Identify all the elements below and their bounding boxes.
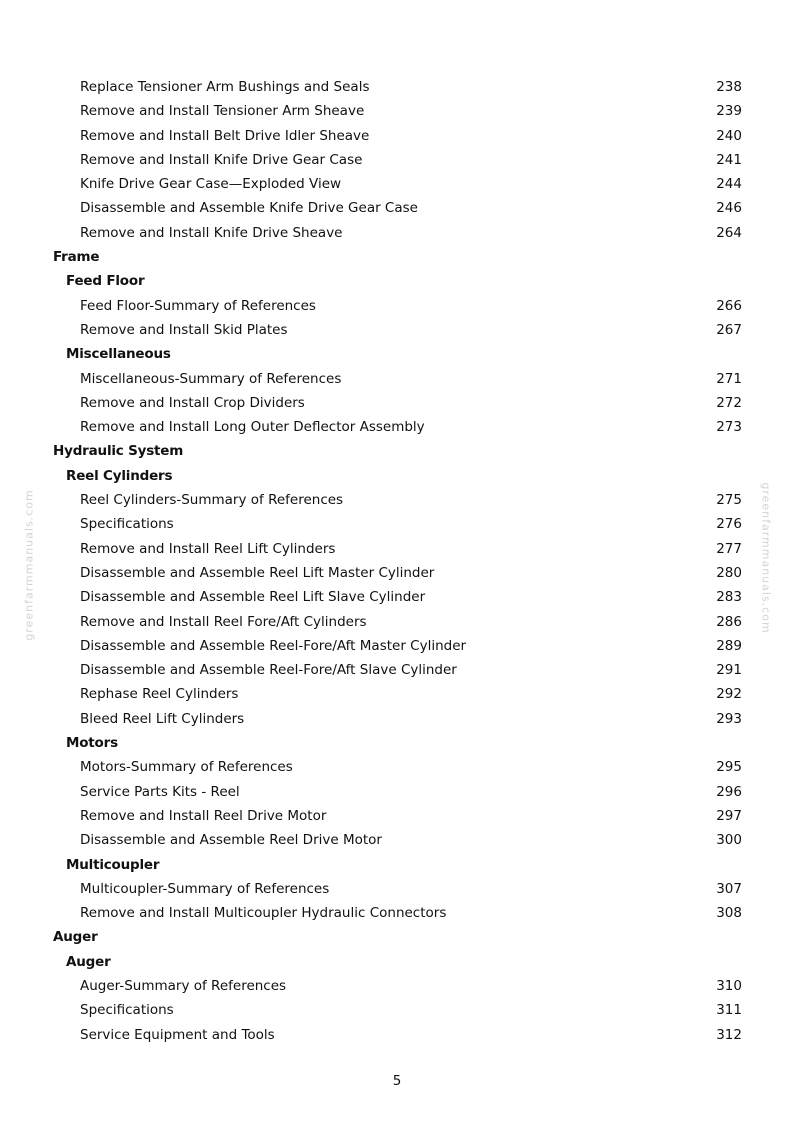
toc-entry[interactable] [0,367,794,391]
toc-subsection-heading [0,853,794,877]
toc-entry-page-number: 280 [716,564,742,581]
toc-entry-page-number: 289 [716,637,742,654]
toc-entry-title: Miscellaneous-Summary of References [80,370,342,387]
toc-entry-title: Frame [53,249,100,266]
toc-entry-title: Motors-Summary of References [80,759,293,776]
toc-entry-page-number: 291 [716,662,742,679]
toc-entry-page-number: 277 [716,540,742,557]
toc-entry-title: Hydraulic System [53,443,184,460]
toc-entry[interactable] [0,172,794,196]
toc-entry-page-number: 286 [716,613,742,630]
toc-entry-page-number: 300 [716,832,742,849]
toc-entry-title: Feed Floor [66,273,145,290]
toc-entry[interactable] [0,488,794,512]
toc-entry-title: Remove and Install Knife Drive Gear Case [80,151,363,168]
toc-entry-title: Remove and Install Knife Drive Sheave [80,224,343,241]
toc-subsection-heading [0,464,794,488]
toc-entry[interactable] [0,415,794,439]
toc-entry[interactable] [0,634,794,658]
toc-entry-title: Miscellaneous [66,346,171,363]
toc-entry-page-number: 266 [716,297,742,314]
toc-subsection-heading [0,342,794,366]
toc-entry-title: Service Equipment and Tools [80,1026,275,1043]
toc-entry-page-number: 264 [716,224,742,241]
toc-entry-title: Remove and Install Reel Fore/Aft Cylinders [80,613,367,630]
toc-entry-page-number: 308 [716,905,742,922]
toc-entry-title: Feed Floor-Summary of References [80,297,316,314]
toc-entry-title: Remove and Install Skid Plates [80,321,288,338]
toc-entry-page-number: 297 [716,807,742,824]
toc-entry-title: Remove and Install Multicoupler Hydraulic Connectors [80,905,447,922]
toc-entry-title: Remove and Install Long Outer Deflector Assembly [80,419,425,436]
toc-entry-title: Multicoupler-Summary of References [80,880,330,897]
toc-entry-page-number: 310 [716,977,742,994]
toc-entry-title: Bleed Reel Lift Cylinders [80,710,245,727]
toc-entry-title: Remove and Install Reel Drive Motor [80,807,327,824]
toc-entry[interactable] [0,610,794,634]
toc-entry-title: Disassemble and Assemble Reel Lift Master Cylinder [80,564,435,581]
toc-entry-title: Disassemble and Assemble Reel-Fore/Aft Slave Cylinder [80,662,457,679]
toc-entry[interactable] [0,828,794,852]
toc-section-heading [0,925,794,949]
toc-entry-page-number: 239 [716,103,742,120]
toc-entry-page-number: 292 [716,686,742,703]
toc-entry-page-number: 296 [716,783,742,800]
toc-entry-title: Disassemble and Assemble Reel-Fore/Aft Master Cylinder [80,637,467,654]
toc-entry-title: Remove and Install Crop Dividers [80,394,305,411]
toc-entry[interactable] [0,148,794,172]
toc-entry-title: Multicoupler [66,856,160,873]
toc-entry-page-number: 271 [716,370,742,387]
toc-entry-title: Disassemble and Assemble Reel Drive Motor [80,832,382,849]
toc-entry[interactable] [0,804,794,828]
toc-entry[interactable] [0,901,794,925]
toc-entry-title: Service Parts Kits - Reel [80,783,240,800]
toc-entry[interactable] [0,512,794,536]
toc-entry-title: Rephase Reel Cylinders [80,686,239,703]
toc-entry[interactable] [0,707,794,731]
toc-entry[interactable] [0,196,794,220]
toc-section-heading [0,245,794,269]
toc-entry-page-number: 272 [716,394,742,411]
toc-subsection-heading [0,731,794,755]
toc-entry[interactable] [0,780,794,804]
toc-entry[interactable] [0,585,794,609]
toc-entry-title: Specifications [80,516,174,533]
table-of-contents [0,75,794,1047]
toc-entry-title: Auger-Summary of References [80,977,287,994]
toc-entry-page-number: 312 [716,1026,742,1043]
toc-entry-page-number: 240 [716,127,742,144]
toc-entry-page-number: 273 [716,419,742,436]
toc-entry[interactable] [0,318,794,342]
toc-entry-page-number: 244 [716,176,742,193]
watermark-right: greenfarmmanuals.com [759,482,773,634]
toc-entry-title: Auger [66,953,111,970]
toc-entry[interactable] [0,658,794,682]
toc-entry-page-number: 276 [716,516,742,533]
toc-entry-title: Replace Tensioner Arm Bushings and Seals [80,79,370,95]
toc-entry[interactable] [0,1023,794,1047]
toc-entry[interactable] [0,682,794,706]
toc-entry-page-number: 293 [716,710,742,727]
toc-entry[interactable] [0,755,794,779]
toc-entry-title: Remove and Install Belt Drive Idler Sheave [80,127,370,144]
toc-entry-page-number: 283 [716,589,742,606]
toc-entry-page-number: 275 [716,492,742,509]
toc-entry-page-number: 311 [716,1002,742,1019]
toc-entry-title: Disassemble and Assemble Knife Drive Gear Case [80,200,418,217]
toc-entry[interactable] [0,877,794,901]
toc-entry-title: Auger [53,929,98,946]
toc-entry-page-number: 267 [716,321,742,338]
watermark-left: greenfarmmanuals.com [22,489,36,641]
page-number: 5 [392,1073,402,1089]
toc-entry[interactable] [0,561,794,585]
toc-subsection-heading [0,269,794,293]
toc-entry[interactable] [0,974,794,998]
toc-entry[interactable] [0,998,794,1022]
toc-entry[interactable] [0,124,794,148]
toc-entry-title: Reel Cylinders-Summary of References [80,492,344,509]
toc-entry[interactable] [0,221,794,245]
toc-entry[interactable] [0,75,794,99]
toc-entry[interactable] [0,537,794,561]
toc-entry-title: Specifications [80,1002,174,1019]
toc-entry-page-number: 307 [716,880,742,897]
toc-entry-title: Motors [66,735,118,752]
toc-entry-title: Disassemble and Assemble Reel Lift Slave Cylinder [80,589,426,606]
toc-entry-page-number: 295 [716,759,742,776]
toc-entry-title: Knife Drive Gear Case—Exploded View [80,176,342,193]
toc-entry-page-number: 246 [716,200,742,217]
toc-entry[interactable] [0,391,794,415]
toc-entry-title: Remove and Install Reel Lift Cylinders [80,540,336,557]
toc-subsection-heading [0,950,794,974]
toc-entry-title: Reel Cylinders [66,467,173,484]
toc-entry-title: Remove and Install Tensioner Arm Sheave [80,103,365,120]
toc-section-heading [0,439,794,463]
toc-entry-page-number: 238 [716,79,742,95]
toc-entry-page-number: 241 [716,151,742,168]
toc-entry[interactable] [0,294,794,318]
toc-entry[interactable] [0,99,794,123]
